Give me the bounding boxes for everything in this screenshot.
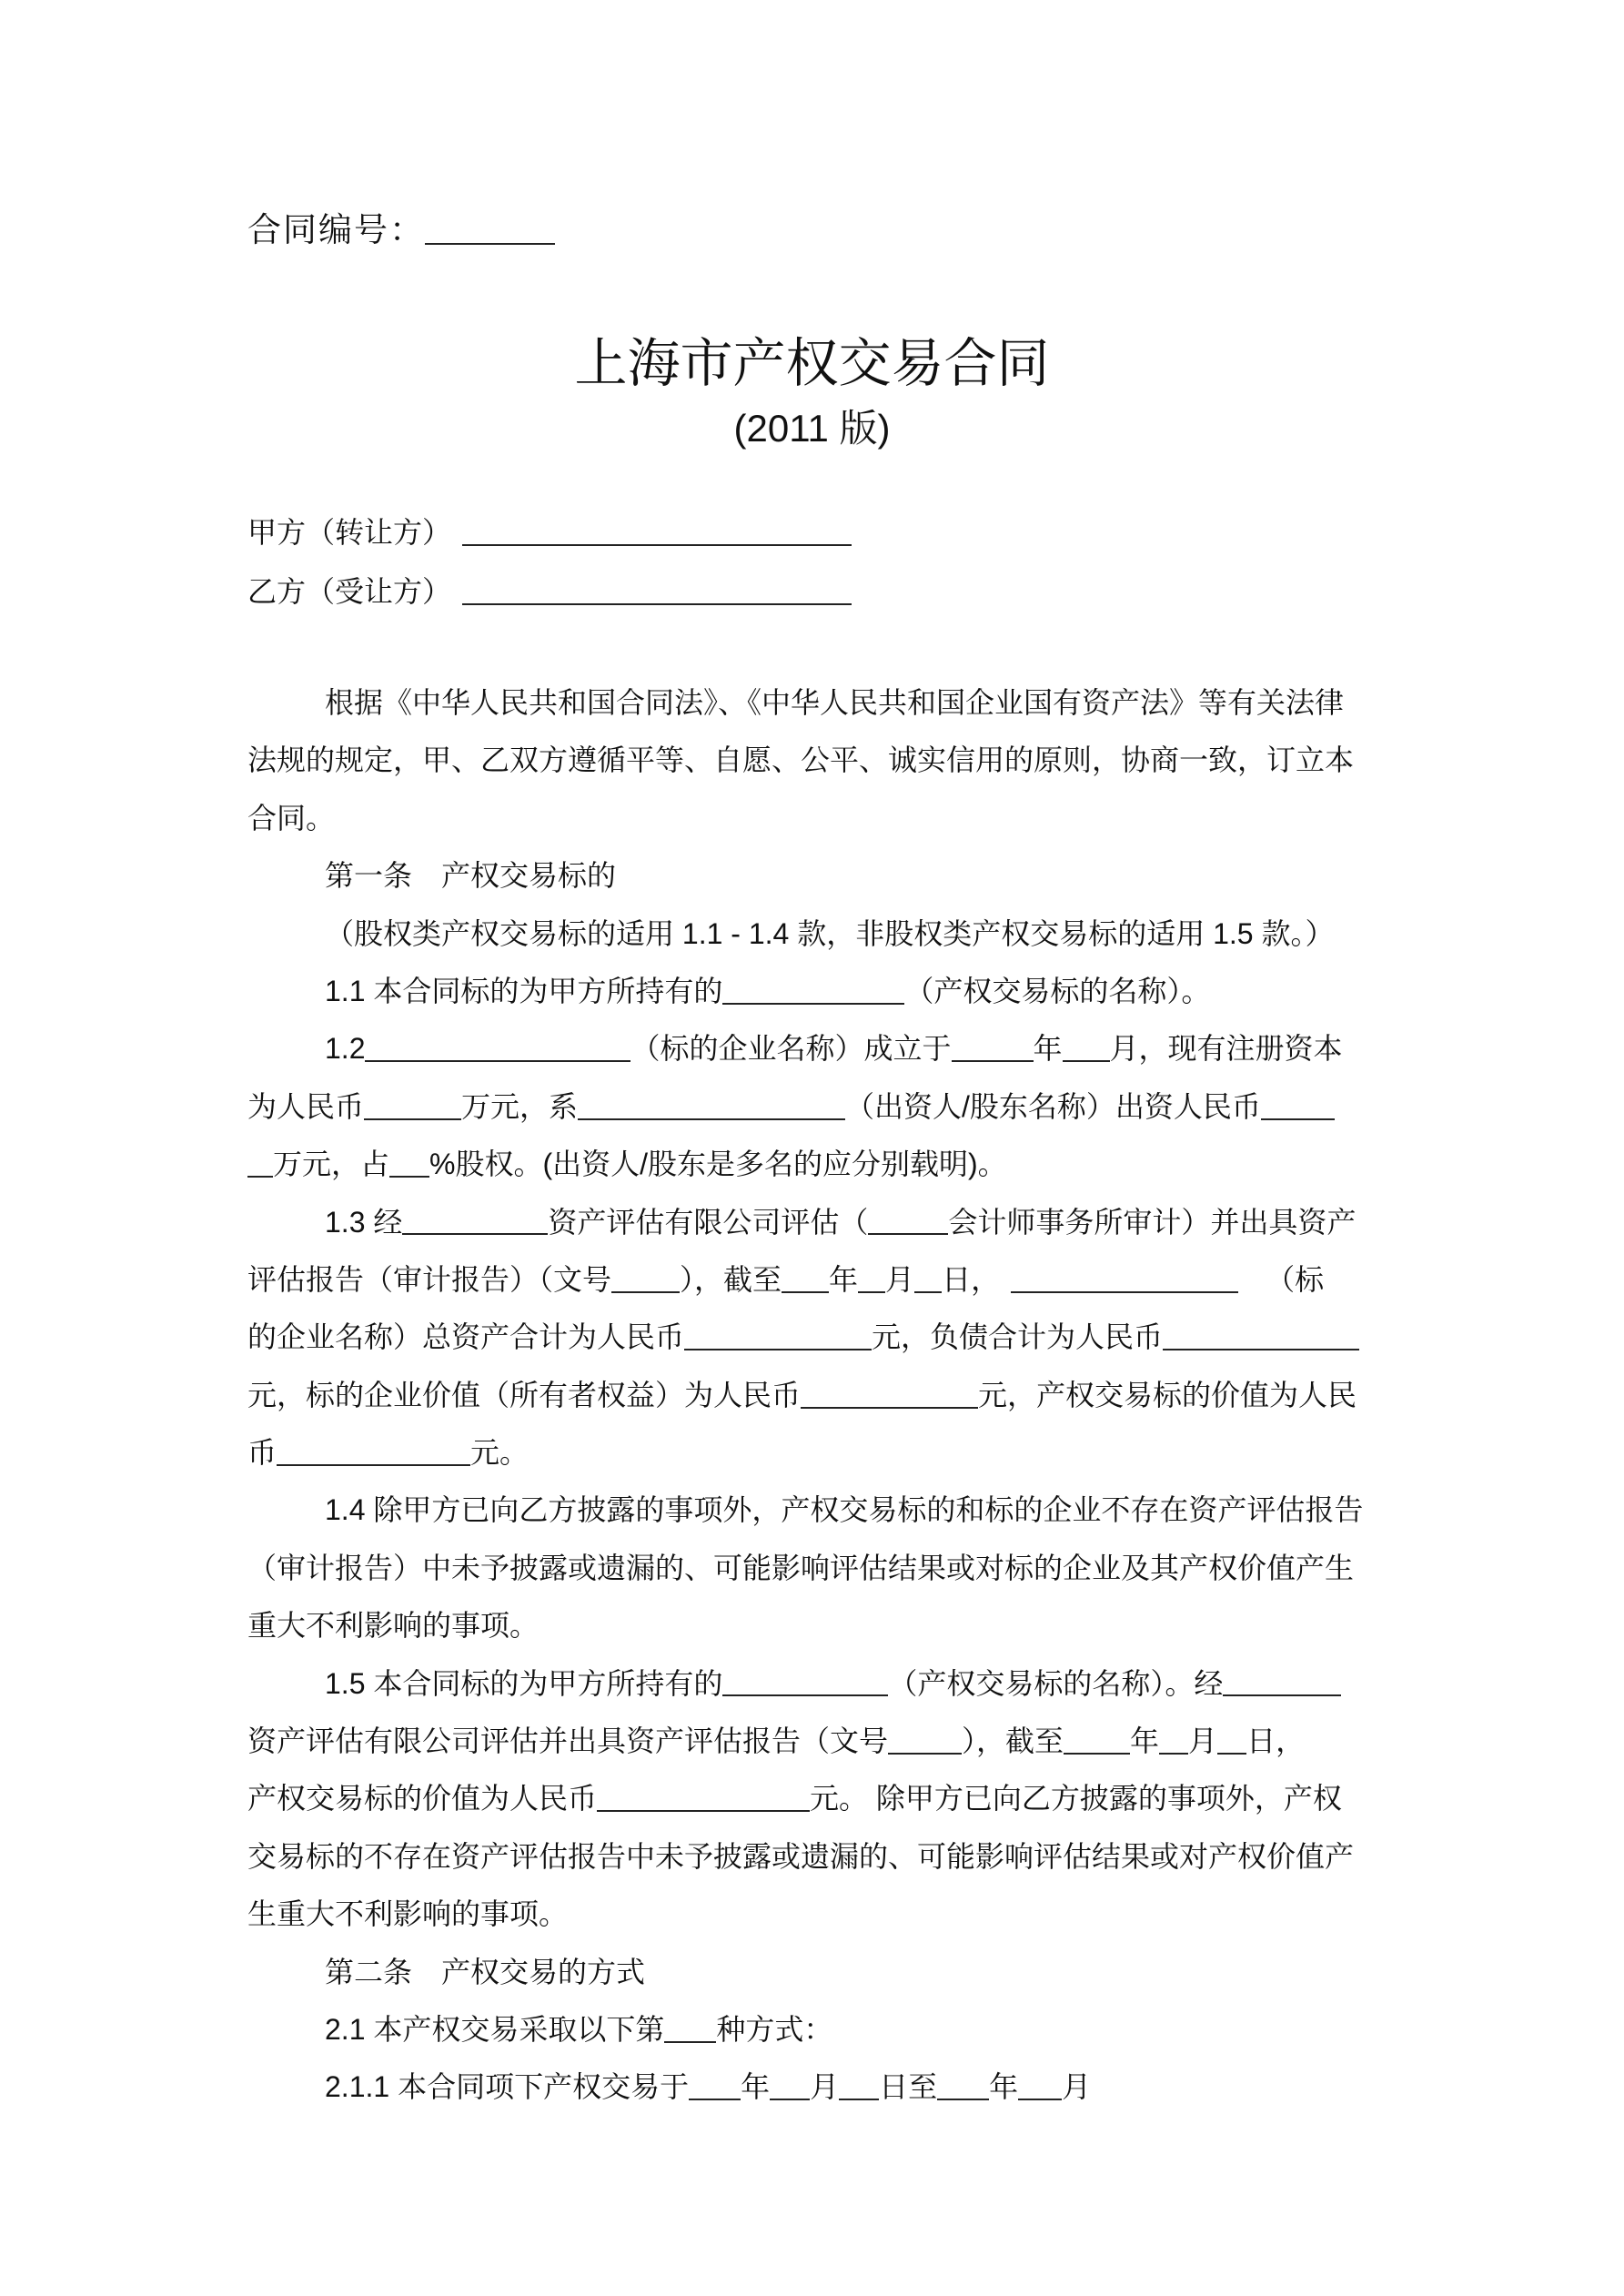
text: （标的企业名称）成立于 xyxy=(630,1032,952,1066)
blank-field[interactable] xyxy=(937,2069,989,2100)
text: 的企业名称）总资产合计为人民币 xyxy=(247,1320,685,1354)
text: 1.2 xyxy=(325,1032,366,1066)
text: ），截至 xyxy=(962,1725,1064,1758)
text: 1.4 除甲方已向乙方披露的事项外，产权交易标的和标的企业不存在资产评估报告 xyxy=(325,1493,1364,1527)
text: 日， xyxy=(942,1262,1001,1296)
preamble-line xyxy=(247,790,1387,847)
blank-field[interactable] xyxy=(1217,1724,1246,1755)
clause-1-2-cont xyxy=(247,1136,1387,1193)
clause-1-5-cont xyxy=(247,1828,1387,1886)
text: 第二条 产权交易的方式 xyxy=(325,1955,646,1988)
clause-1-3 xyxy=(247,1194,1387,1251)
text: 重大不利影响的事项。 xyxy=(247,1609,540,1643)
blank-field[interactable] xyxy=(364,1089,461,1120)
blank-field[interactable] xyxy=(389,1147,429,1178)
text: 年 xyxy=(1130,1725,1160,1758)
blank-field[interactable] xyxy=(1011,1262,1238,1293)
text: %股权。(出资人/股东是多名的应分别载明)。 xyxy=(429,1148,1007,1181)
clause-1-5 xyxy=(247,1655,1387,1713)
text: 根据《中华人民共和国合同法》、《中华人民共和国企业国有资产法》等有关法律 xyxy=(325,686,1345,719)
text: 万元，占 xyxy=(273,1148,390,1181)
article-1-note xyxy=(247,905,1387,963)
text: 法规的规定，甲、乙双方遵循平等、自愿、公平、诚实信用的原则，协商一致，订立本 xyxy=(247,743,1355,777)
contract-number-blank[interactable] xyxy=(425,209,555,245)
party-a-line xyxy=(247,510,852,551)
clause-1-3-cont xyxy=(247,1251,1387,1309)
clause-1-3-cont xyxy=(247,1309,1387,1366)
text: 日， xyxy=(1246,1725,1306,1758)
blank-field[interactable] xyxy=(1018,2069,1062,2100)
blank-field[interactable] xyxy=(247,1147,273,1178)
blank-field[interactable] xyxy=(868,1204,948,1235)
blank-field[interactable] xyxy=(611,1262,680,1293)
clause-2-1-1 xyxy=(247,2058,1387,2116)
text: 日至 xyxy=(879,2070,938,2104)
text: 月 xyxy=(1188,1725,1218,1758)
text: 月，现有注册资本 xyxy=(1109,1032,1343,1066)
text: 1.3 经 xyxy=(325,1205,403,1239)
blank-field[interactable] xyxy=(684,1320,872,1350)
blank-field[interactable] xyxy=(914,1262,942,1293)
text: 年 xyxy=(989,2070,1019,2104)
document-version: (2011 版) xyxy=(733,407,891,450)
text: 1.1 本合同标的为甲方所持有的 xyxy=(325,974,723,1007)
text: 资产评估有限公司评估并出具资产评估报告（文号 xyxy=(247,1725,889,1758)
clause-1-3-cont xyxy=(247,1367,1387,1424)
text: 月 xyxy=(885,1262,915,1296)
text: （标 xyxy=(1266,1262,1325,1296)
text: 月 xyxy=(810,2070,840,2104)
blank-field[interactable] xyxy=(578,1089,845,1120)
text: （股权类产权交易标的适用 1.1 - 1.4 款，非股权类产权交易标的适用 1.5 款。） xyxy=(325,916,1335,950)
text: 年 xyxy=(1033,1032,1063,1066)
clause-1-5-cont xyxy=(247,1886,1387,1943)
blank-field[interactable] xyxy=(365,1031,630,1062)
text: 年 xyxy=(741,2070,771,2104)
text: 交易标的不存在资产评估报告中未予披露或遗漏的、可能影响评估结果或对产权价值产 xyxy=(247,1839,1355,1873)
clause-1-1 xyxy=(247,963,1387,1020)
blank-field[interactable] xyxy=(1163,1320,1359,1350)
text: （审计报告）中未予披露或遗漏的、可能影响评估结果或对标的企业及其产权价值产生 xyxy=(247,1551,1355,1584)
blank-field[interactable] xyxy=(722,1665,888,1696)
clause-1-4-cont xyxy=(247,1540,1387,1597)
blank-field[interactable] xyxy=(770,2069,810,2100)
party-b-line xyxy=(247,569,852,611)
text: 会计师事务所审计）并出具资产 xyxy=(948,1205,1357,1239)
party-a-blank[interactable] xyxy=(462,515,852,546)
clause-1-5-cont xyxy=(247,1770,1387,1827)
clause-2-1 xyxy=(247,2001,1387,2058)
text: 万元，系 xyxy=(461,1089,579,1123)
text: 元。 xyxy=(470,1436,530,1470)
text: （产权交易标的名称）。 xyxy=(904,974,1211,1007)
document-title: 上海市产权交易合同 xyxy=(574,334,1050,393)
preamble-line xyxy=(247,732,1387,789)
clause-1-2 xyxy=(247,1020,1387,1077)
text: 评估报告（审计报告）（文号 xyxy=(247,1262,612,1296)
article-2-heading xyxy=(247,1944,1387,2001)
text: 元。 除甲方已向乙方披露的事项外，产权 xyxy=(810,1782,1342,1816)
clause-1-3-cont xyxy=(247,1424,1387,1482)
contract-number-label: 合同编号： xyxy=(247,210,425,249)
blank-field[interactable] xyxy=(1159,1724,1188,1755)
blank-field[interactable] xyxy=(952,1031,1034,1062)
text: 元，标的企业价值（所有者权益）为人民币 xyxy=(247,1378,802,1411)
text: 生重大不利影响的事项。 xyxy=(247,1897,569,1931)
contract-number xyxy=(247,202,555,251)
party-b-label: 乙方（受让方） xyxy=(247,575,452,608)
text: 元，产权交易标的价值为人民 xyxy=(978,1378,1357,1411)
clause-1-5-cont xyxy=(247,1713,1387,1770)
contract-body xyxy=(247,674,1387,2117)
party-b-blank[interactable] xyxy=(462,574,852,605)
blank-field[interactable] xyxy=(1063,1031,1110,1062)
blank-field[interactable] xyxy=(888,1724,962,1755)
text: 资产评估有限公司评估（ xyxy=(548,1205,869,1239)
blank-field[interactable] xyxy=(689,2069,741,2100)
blank-field[interactable] xyxy=(858,1262,885,1293)
blank-field[interactable] xyxy=(402,1204,548,1235)
text: （产权交易标的名称）。经 xyxy=(888,1666,1224,1700)
blank-field[interactable] xyxy=(839,2069,879,2100)
blank-field[interactable] xyxy=(1223,1665,1341,1696)
text: ），截至 xyxy=(680,1262,782,1296)
blank-field[interactable] xyxy=(664,2012,716,2043)
blank-field[interactable] xyxy=(1261,1089,1335,1120)
blank-field[interactable] xyxy=(597,1781,810,1812)
article-1-heading xyxy=(247,847,1387,905)
text: 种方式： xyxy=(716,2012,833,2046)
blank-field[interactable] xyxy=(722,974,904,1005)
blank-field[interactable] xyxy=(782,1262,829,1293)
text: 币 xyxy=(247,1436,277,1470)
text: 2.1 本产权交易采取以下第 xyxy=(325,2012,665,2046)
text: 元，负债合计为人民币 xyxy=(872,1320,1164,1354)
text: 为人民币 xyxy=(247,1089,365,1123)
text: 合同。 xyxy=(247,801,336,834)
clause-1-2-cont xyxy=(247,1078,1387,1136)
text: 1.5 本合同标的为甲方所持有的 xyxy=(325,1666,723,1700)
text: 年 xyxy=(829,1262,859,1296)
blank-field[interactable] xyxy=(277,1435,470,1466)
party-a-label: 甲方（转让方） xyxy=(247,516,452,549)
text: （出资人/股东名称）出资人民币 xyxy=(845,1089,1261,1123)
preamble-line xyxy=(247,674,1387,732)
text: 第一条 产权交易标的 xyxy=(325,859,617,893)
text: 月 xyxy=(1062,2070,1092,2104)
blank-field[interactable] xyxy=(801,1378,978,1409)
clause-1-4-cont xyxy=(247,1597,1387,1654)
blank-field[interactable] xyxy=(1064,1724,1130,1755)
clause-1-4 xyxy=(247,1482,1387,1539)
text: 产权交易标的价值为人民币 xyxy=(247,1782,598,1816)
text: 2.1.1 本合同项下产权交易于 xyxy=(325,2070,690,2104)
